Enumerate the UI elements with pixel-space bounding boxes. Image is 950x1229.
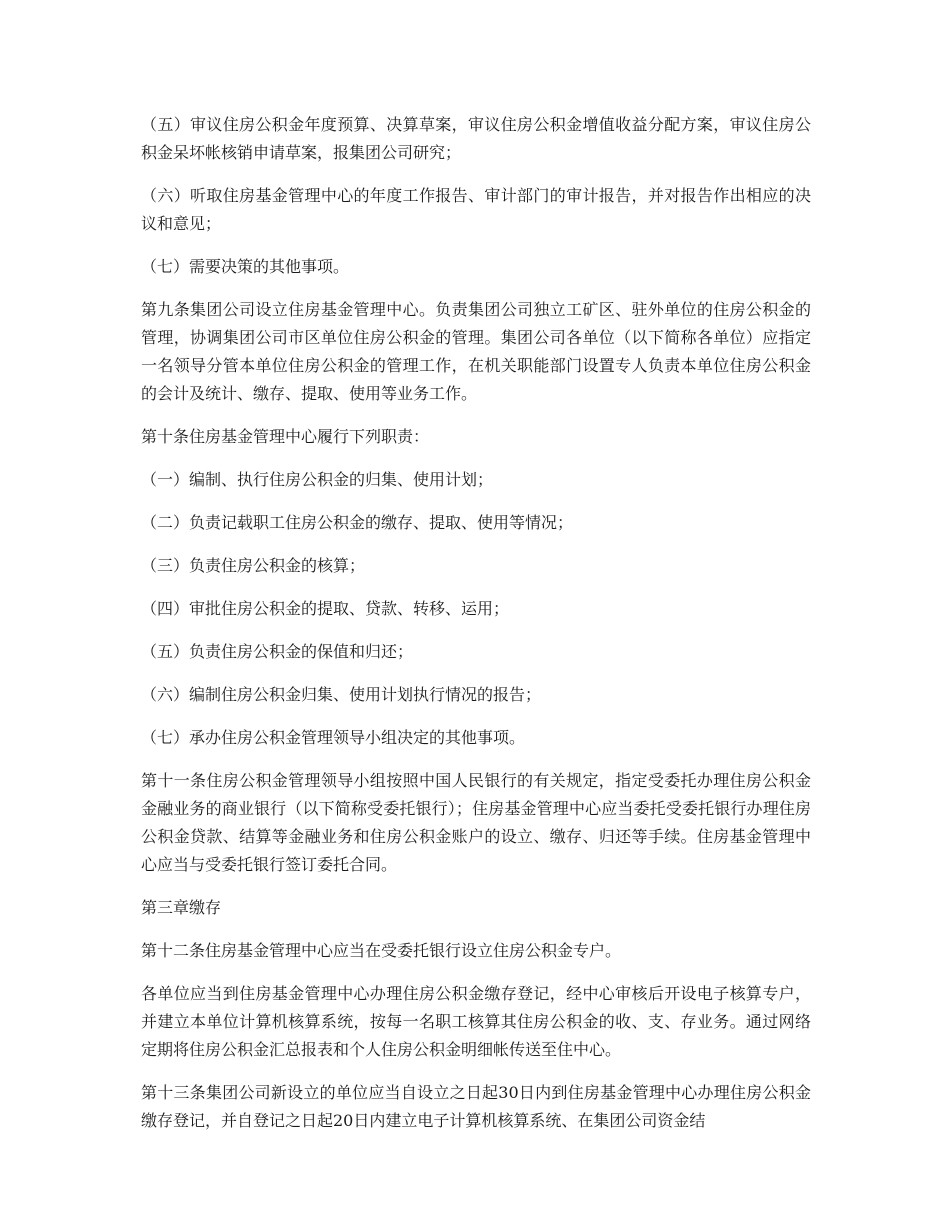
- chapter-heading: 第三章缴存: [141, 898, 222, 917]
- paragraph-article-10-item-3: （三）负责住房公积金的核算；: [141, 556, 366, 575]
- paragraph-article-10-item-7: （七）承办住房公积金管理领导小组决定的其他事项。: [141, 728, 526, 747]
- paragraph-article-12-detail: 各单位应当到住房基金管理中心办理住房公积金缴存登记，经中心审核后开设电子核算专户，并建立本单位计算机核算系统，按每一名职工核算其住房公积金的收、支、存业务。通过网络定期将住房公积金汇总报表和个人住房公积金明细帐传送至住中心。: [141, 984, 811, 1059]
- paragraph-article-9: 第九条集团公司设立住房基金管理中心。负责集团公司独立工矿区、驻外单位的住房公积金的管理，协调集团公司市区单位住房公积金的管理。集团公司各单位（以下简称各单位）应指定一名领导分管本单位住房公积金的管理工作，在机关职能部门设置专人负责本单位住房公积金的会计及统计、缴存、提取、使用等业务工作。: [141, 300, 811, 403]
- paragraph-clause-8-item-6: （六）听取住房基金管理中心的年度工作报告、审计部门的审计报告，并对报告作出相应的决议和意见；: [141, 186, 811, 233]
- paragraph-article-10-item-4: （四）审批住房公积金的提取、贷款、转移、运用；: [141, 599, 510, 618]
- paragraph-article-10-item-2: （二）负责记载职工住房公积金的缴存、提取、使用等情况；: [141, 513, 574, 532]
- paragraph-article-11: 第十一条住房公积金管理领导小组按照中国人民银行的有关规定，指定受委托办理住房公积金金融业务的商业银行（以下简称受委托银行）；住房基金管理中心应当委托受委托银行办理住房公积金贷款、结算等金融业务和住房公积金账户的设立、缴存、归还等手续。住房基金管理中心应当与受委托银行签订委托合同。: [141, 771, 811, 874]
- document-body: [141, 111, 811, 1150]
- paragraph-article-10: 第十条住房基金管理中心履行下列职责：: [141, 427, 430, 446]
- paragraph-article-10-item-6: （六）编制住房公积金归集、使用计划执行情况的报告；: [141, 685, 542, 704]
- paragraph-article-10-item-5: （五）负责住房公积金的保值和归还；: [141, 642, 414, 661]
- paragraph-article-13: 第十三条集团公司新设立的单位应当自设立之日起30日内到住房基金管理中心办理住房公积金缴存登记，并自登记之日起20日内建立电子计算机核算系统、在集团公司资金结: [141, 1083, 811, 1130]
- paragraph-clause-8-item-5: （五）审议住房公积金年度预算、决算草案，审议住房公积金增值收益分配方案，审议住房公积金呆坏帐核销申请草案，报集团公司研究；: [141, 115, 811, 162]
- paragraph-article-10-item-1: （一）编制、执行住房公积金的归集、使用计划；: [141, 470, 494, 489]
- paragraph-clause-8-item-7: （七）需要决策的其他事项。: [141, 257, 350, 276]
- paragraph-article-12: 第十二条住房基金管理中心应当在受委托银行设立住房公积金专户。: [141, 941, 622, 960]
